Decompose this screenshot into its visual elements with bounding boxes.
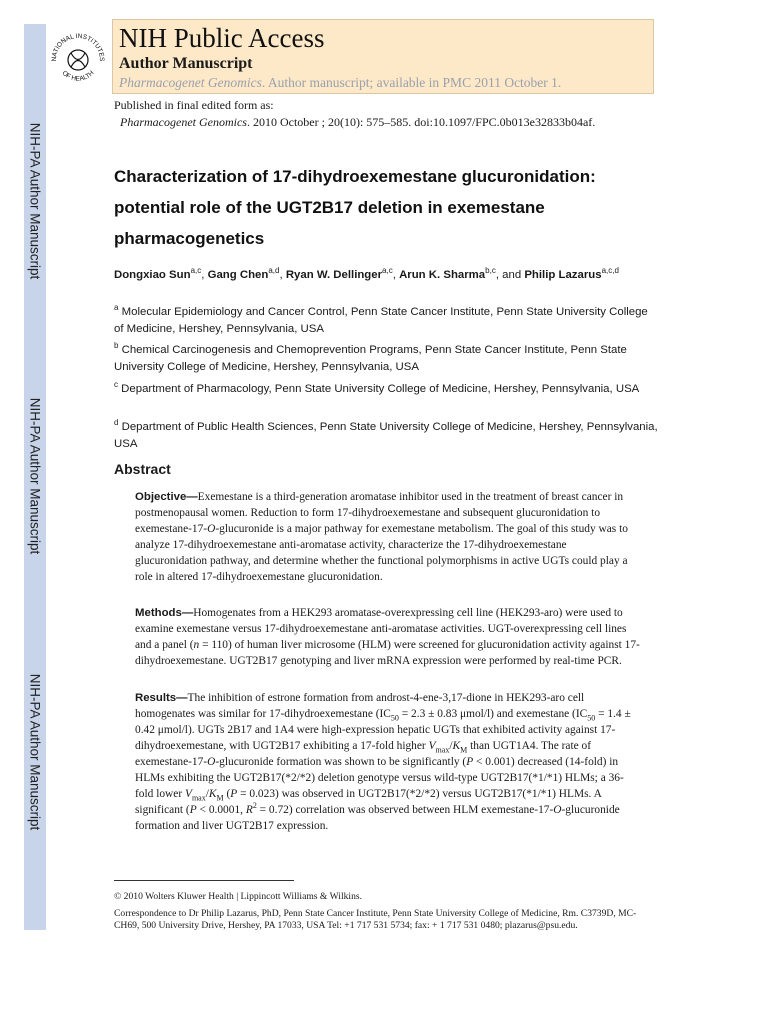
results-text: = 0.72) correlation was observed between HLM exemestane-17-: [256, 804, 554, 816]
footnote-divider: [114, 880, 294, 881]
logo-ring-text-bottom: OF HEALTH: [60, 69, 96, 83]
results-text: The inhibition of estrone formation from androst-4-ene-3,17-dione in HEK293-aro cell homogenates was similar for 17-dihydroexemestane (IC: [135, 692, 585, 720]
affiliation-a: [114, 299, 659, 338]
methods-italic: n: [193, 639, 200, 651]
objective-text: Exemestane is a third-generation aromatase inhibitor used in the treatment of breast cancer in postmenopausal women. Reduction to form 17-dihydroexemestane and subsequent glucuronidation to exemestane-17-: [135, 491, 624, 535]
results-text: than UGT1A4. The rate of exemestane-17-: [135, 740, 592, 768]
methods-text: Homogenates from a HEK293 aromatase-overexpressing cell line (HEK293-aro) were used to examine exemestane versus 17-dihydroexemestane anti-aromatase activities. UGT-overexpressing cell lines and a panel (: [135, 607, 627, 651]
methods-text: = 110) of human liver microsome (HLM) were screened for glucuronidation activity against 17-dihydroexemestane. UGT2B17 genotyping and liver mRNA expression were performed by real-time PCR.: [135, 639, 640, 667]
results-italic: P: [230, 788, 238, 800]
header-availability-text: . Author manuscript; available in PMC 2011 October 1.: [261, 75, 562, 90]
affiliation-b: [114, 337, 659, 376]
logo-emblem: [68, 50, 88, 70]
results-text: = 1.4 ± 0.42 μmol/l). UGTs 2B17 and 1A4 were high-expression hepatic UGTs that exhibited activity against 17-dihydroexemestane, with UGT2B17 exhibiting a 17-fold higher: [135, 708, 631, 752]
results-text: = 2.3 ± 0.83 μmol/l) and exemestane (IC: [398, 708, 588, 720]
author-list: [114, 262, 654, 284]
affiliation-text: Department of Public Health Sciences, Penn State University College of Medicine, Hershey, Pennsylvania, USA: [114, 420, 658, 450]
abstract-heading: Abstract: [114, 461, 171, 477]
affiliation-c: [114, 376, 659, 398]
results-italic: O: [207, 756, 216, 768]
results-italic: K: [208, 788, 217, 800]
author-affil-marks: a,d: [268, 266, 280, 275]
nih-logo: [46, 20, 110, 94]
results-text: < 0.0001,: [196, 804, 246, 816]
header-title: NIH Public Access: [119, 23, 325, 53]
publication-info: [114, 97, 595, 131]
author-separator: , and: [495, 268, 525, 281]
results-italic: P: [466, 756, 474, 768]
results-text: < 0.001) decreased (14-fold) in HLMs exhibiting the UGT2B17(*2/*2) deletion genotype versus wild-type UGT2B17(*1/*1) HLMs; a 36-fold lower: [135, 756, 624, 800]
results-text: -glucuronide formation was shown to be significantly (: [215, 756, 467, 768]
logo-ring-text-top: NATIONAL INSTITUTES: [50, 32, 106, 62]
author-separator: ,: [279, 268, 286, 281]
publication-journal: Pharmacogenet Genomics: [120, 115, 247, 129]
correspondence-note: Correspondence to Dr Philip Lazarus, PhD, Penn State Cancer Institute, Penn State University College of Medicine, Rm. C3739D, MC-CH69, 500 University Drive, Hershey, PA 17033, USA Tel: +1 717 531 5734; fax: + 1 717 531 0480; plazarus@psu.edu.: [114, 908, 637, 931]
author-name: Ryan W. Dellinger: [285, 268, 383, 281]
objective-label: Objective—: [135, 491, 198, 503]
results-italic: K: [452, 740, 461, 752]
results-subscript: 50: [390, 713, 399, 723]
results-superscript: 2: [252, 801, 257, 811]
results-subscript: M: [216, 793, 224, 803]
header-journal: Pharmacogenet Genomics: [119, 75, 262, 90]
header-availability: [119, 74, 561, 92]
article-title: Characterization of 17-dihydroexemestane glucuronidation: potential role of the UGT2B17 deletion in exemestane pharmacogenetics: [114, 167, 596, 248]
affiliation-key: d: [114, 418, 119, 427]
author-affil-marks: b,c: [485, 266, 496, 275]
author-separator: ,: [201, 268, 208, 281]
author-name: Arun K. Sharma: [399, 268, 486, 281]
results-italic: R: [245, 804, 253, 816]
affiliation-key: a: [114, 303, 119, 312]
affiliation-text: Molecular Epidemiology and Cancer Control, Penn State Cancer Institute, Penn State University College of Medicine, Hershey, Pennsylvania, USA: [114, 305, 648, 335]
results-italic: P: [189, 804, 197, 816]
results-subscript: max: [435, 745, 450, 755]
author-name: Philip Lazarus: [524, 268, 602, 281]
affiliation-key: c: [114, 380, 118, 389]
header-subtitle: Author Manuscript: [119, 55, 253, 72]
author-affil-marks: a,c,d: [601, 266, 619, 275]
results-text: /: [205, 788, 209, 800]
results-text: -glucuronide formation and liver UGT2B17 expression.: [135, 804, 620, 832]
results-italic: O: [553, 804, 562, 816]
author-separator: ,: [392, 268, 400, 281]
abstract-objective: [135, 489, 640, 585]
svg-text:NATIONAL INSTITUTES: [51, 33, 105, 62]
results-text: (: [223, 788, 231, 800]
results-text: /: [449, 740, 453, 752]
publication-citation-text: . 2010 October ; 20(10): 575–585. doi:10.1097/FPC.0b013e32833b04af.: [246, 115, 596, 129]
methods-label: Methods—: [135, 607, 194, 619]
results-italic: V: [428, 740, 436, 752]
objective-text: -glucuronide is a major pathway for exemestane metabolism. The goal of this study was to analyze 17-dihydroexemestane anti-aromatase activity, characterize the 17-dihydroexemestane glucuronidation pathway, and determine whether the functional polymorphisms in active UGTs could play a role in altered 17-dihydroexemestane glucuronidation.: [135, 523, 628, 583]
abstract-results: [135, 690, 640, 834]
nih-header: [112, 19, 654, 94]
svg-text:OF HEALTH: [61, 69, 96, 82]
results-subscript: max: [191, 793, 206, 803]
abstract-methods: [135, 605, 640, 669]
results-subscript: M: [460, 745, 468, 755]
affiliation-text: Chemical Carcinogenesis and Chemoprevention Programs, Penn State Cancer Institute, Penn State University College of Medicine, Hershey, Pennsylvania, USA: [114, 343, 627, 373]
results-italic: V: [184, 788, 192, 800]
affiliation-d: [114, 414, 659, 453]
results-label: Results—: [135, 692, 188, 704]
results-text: = 0.023) was observed in UGT2B17(*2/*2) versus UGT2B17(*1/*1) HLMs. A significant (: [135, 788, 602, 816]
author-affil-marks: a,c: [382, 266, 393, 275]
results-subscript: 50: [587, 713, 596, 723]
copyright-note: © 2010 Wolters Kluwer Health | Lippincott Williams & Wilkins.: [114, 891, 363, 902]
author-name: Gang Chen: [207, 268, 269, 281]
author-name: Dongxiao Sun: [114, 268, 191, 281]
objective-italic: O: [207, 523, 216, 535]
author-affil-marks: a,c: [190, 266, 202, 275]
affiliation-text: Department of Pharmacology, Penn State University College of Medicine, Hershey, Pennsylvania, USA: [121, 382, 640, 395]
affiliation-key: b: [114, 341, 119, 350]
publication-intro: Published in final edited form as:: [114, 98, 274, 112]
publication-citation: [114, 114, 595, 131]
